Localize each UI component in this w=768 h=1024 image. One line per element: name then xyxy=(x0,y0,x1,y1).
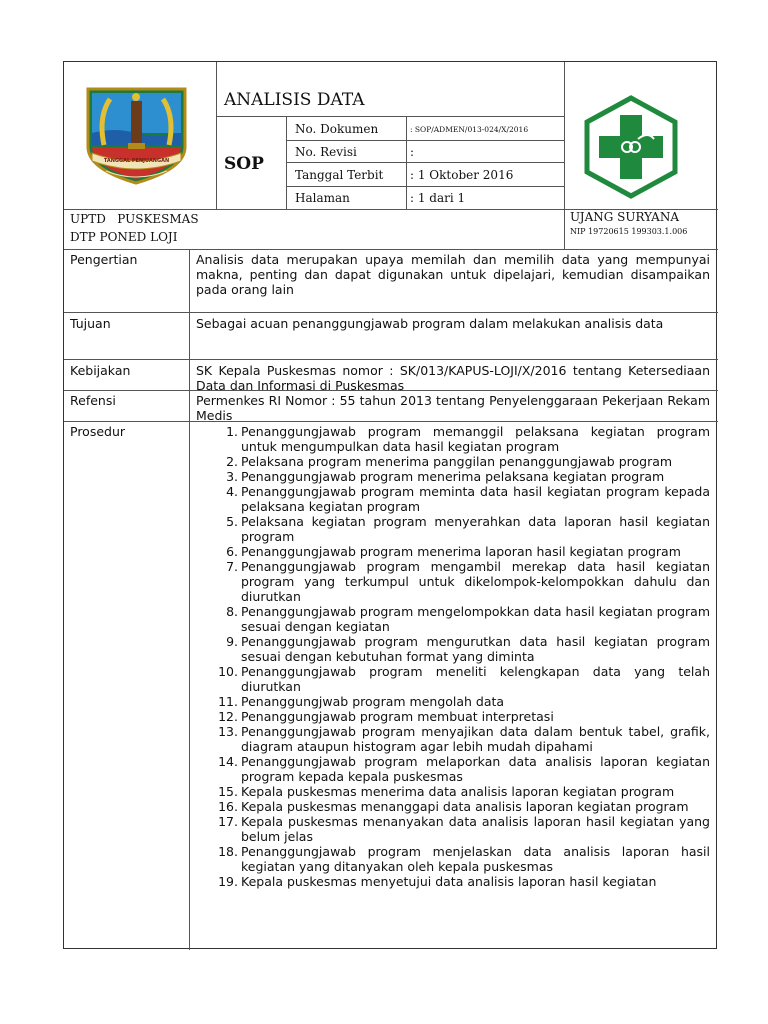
procedure-step xyxy=(196,469,710,484)
divider xyxy=(286,140,564,141)
signer-nip: NIP 19720615 199303.1.006 xyxy=(570,227,688,236)
procedure-steps-list xyxy=(196,424,710,889)
meta-value-dokumen: : SOP/ADMEN/013-024/X/2016 xyxy=(410,125,529,134)
step-number: 6. xyxy=(226,544,238,559)
procedure-step xyxy=(196,799,710,814)
procedure-step xyxy=(196,544,710,559)
divider xyxy=(286,162,564,163)
procedure-step xyxy=(196,814,710,844)
section-label-pengertian: Pengertian xyxy=(70,252,138,267)
section-label-kebijakan: Kebijakan xyxy=(70,363,131,378)
meta-value-tanggal: : 1 Oktober 2016 xyxy=(410,168,514,182)
org-line-1: UPTD PUSKESMAS xyxy=(70,212,199,226)
procedure-step xyxy=(196,709,710,724)
step-text: Penanggungjawab program membuat interpretasi xyxy=(241,709,554,724)
step-number: 10. xyxy=(218,664,238,679)
meta-label-dokumen: No. Dokumen xyxy=(295,122,379,136)
meta-label-revisi: No. Revisi xyxy=(295,145,357,159)
step-text: Penanggungjawab program mengelompokkan data hasil kegiatan program sesuai dengan kegiatan xyxy=(241,604,710,634)
step-number: 11. xyxy=(218,694,238,709)
divider xyxy=(286,186,564,187)
step-number: 2. xyxy=(226,454,238,469)
step-text: Kepala puskesmas menanggapi data analisis laporan kegiatan program xyxy=(241,799,689,814)
section-text-refensi: Permenkes RI Nomor : 55 tahun 2013 tentang Penyelenggaraan Pekerjaan Rekam Medis xyxy=(196,393,710,423)
step-number: 18. xyxy=(218,844,238,859)
step-number: 19. xyxy=(218,874,238,889)
step-text: Kepala puskesmas menyetujui data analisis laporan hasil kegiatan xyxy=(241,874,657,889)
procedure-step xyxy=(196,664,710,694)
step-number: 1. xyxy=(226,424,238,439)
procedure-step xyxy=(196,754,710,784)
step-number: 9. xyxy=(226,634,238,649)
step-number: 15. xyxy=(218,784,238,799)
step-number: 13. xyxy=(218,724,238,739)
document-title: ANALISIS DATA xyxy=(224,90,365,110)
meta-label-halaman: Halaman xyxy=(295,191,350,205)
step-number: 3. xyxy=(226,469,238,484)
emblem-banner-text: TANGGAL PENJUANGAN xyxy=(103,158,170,164)
step-number: 8. xyxy=(226,604,238,619)
step-number: 17. xyxy=(218,814,238,829)
procedure-step xyxy=(196,724,710,754)
organization-name xyxy=(70,210,199,246)
divider xyxy=(64,359,718,360)
step-number: 12. xyxy=(218,709,238,724)
procedure-step xyxy=(196,844,710,874)
procedure-step xyxy=(196,484,710,514)
section-label-prosedur: Prosedur xyxy=(70,424,126,439)
step-text: Penanggungjawab program menerima pelaksana kegiatan program xyxy=(241,469,665,484)
divider xyxy=(216,62,217,209)
sop-document xyxy=(63,61,717,949)
divider xyxy=(64,312,718,313)
meta-value-halaman: : 1 dari 1 xyxy=(410,191,466,205)
procedure-step xyxy=(196,424,710,454)
procedure-step xyxy=(196,694,710,709)
step-text: Penanggungjawab program menyajikan data dalam bentuk tabel, grafik, diagram ataupun histogram agar lebih mudah dipahami xyxy=(241,724,710,754)
divider xyxy=(189,249,190,950)
step-text: Penanggungjawab program meminta data hasil kegiatan program kepada pelaksana kegiatan program xyxy=(241,484,710,514)
step-text: Penanggungjwab program mengolah data xyxy=(241,694,505,709)
step-text: Kepala puskesmas menanyakan data analisis laporan hasil kegiatan yang belum jelas xyxy=(241,814,710,844)
procedure-step xyxy=(196,784,710,799)
step-text: Penanggungjawab program menerima laporan hasil kegiatan program xyxy=(241,544,681,559)
section-label-refensi: Refensi xyxy=(70,393,116,408)
step-text: Pelaksana kegiatan program menyerahkan data laporan hasil kegiatan program xyxy=(241,514,710,544)
step-text: Penanggungjawab program melaporkan data analisis laporan kegiatan program kepada kepala puskesmas xyxy=(241,754,710,784)
step-text: Penanggungjawab program memanggil pelaksana kegiatan program untuk mengumpulkan data hasil kegiatan program xyxy=(241,424,710,454)
divider xyxy=(216,116,564,117)
step-number: 4. xyxy=(226,484,238,499)
step-text: Kepala puskesmas menerima data analisis laporan kegiatan program xyxy=(241,784,675,799)
procedure-step xyxy=(196,559,710,604)
step-text: Pelaksana program menerima panggilan penanggungjawab program xyxy=(241,454,673,469)
meta-value-revisi: : xyxy=(410,145,415,159)
step-text: Penanggungjawab program mengurutkan data hasil kegiatan program sesuai dengan kebutuhan format yang diminta xyxy=(241,634,710,664)
step-text: Penanggungjawab program meneliti kelengkapan data yang telah diurutkan xyxy=(241,664,710,694)
step-text: Penanggungjawab program mengambil merekap data hasil kegiatan program yang terkumpul untuk dikelompok-kelompokkan dahulu dan diurutkan xyxy=(241,559,710,604)
procedure-step xyxy=(196,874,710,889)
divider xyxy=(564,62,565,249)
regional-emblem-logo xyxy=(84,87,189,185)
step-number: 14. xyxy=(218,754,238,769)
procedure-step xyxy=(196,514,710,544)
puskesmas-logo xyxy=(582,95,680,199)
procedure-step xyxy=(196,634,710,664)
section-label-tujuan: Tujuan xyxy=(70,316,111,331)
step-text: Penanggungjawab program menjelaskan data analisis laporan hasil kegiatan yang ditanyakan oleh kepala puskesmas xyxy=(241,844,710,874)
step-number: 5. xyxy=(226,514,238,529)
divider xyxy=(64,249,718,250)
procedure-step xyxy=(196,454,710,469)
procedure-step xyxy=(196,604,710,634)
section-text-pengertian: Analisis data merupakan upaya memilah dan memilih data yang mempunyai makna, penting dan dapat digunakan untuk dipelajari, kemudian disampaikan pada orang lain xyxy=(196,252,710,297)
section-text-kebijakan: SK Kepala Puskesmas nomor : SK/013/KAPUS-LOJI/X/2016 tentang Ketersediaan Data dan Informasi di Puskesmas xyxy=(196,363,710,393)
org-line-2: DTP PONED LOJI xyxy=(70,230,178,244)
step-number: 16. xyxy=(218,799,238,814)
step-number: 7. xyxy=(226,559,238,574)
section-text-tujuan: Sebagai acuan penanggungjawab program dalam melakukan analisis data xyxy=(196,316,664,331)
sop-label: SOP xyxy=(224,154,264,174)
meta-label-tanggal: Tanggal Terbit xyxy=(295,168,384,182)
signer-name: UJANG SURYANA xyxy=(570,210,679,224)
